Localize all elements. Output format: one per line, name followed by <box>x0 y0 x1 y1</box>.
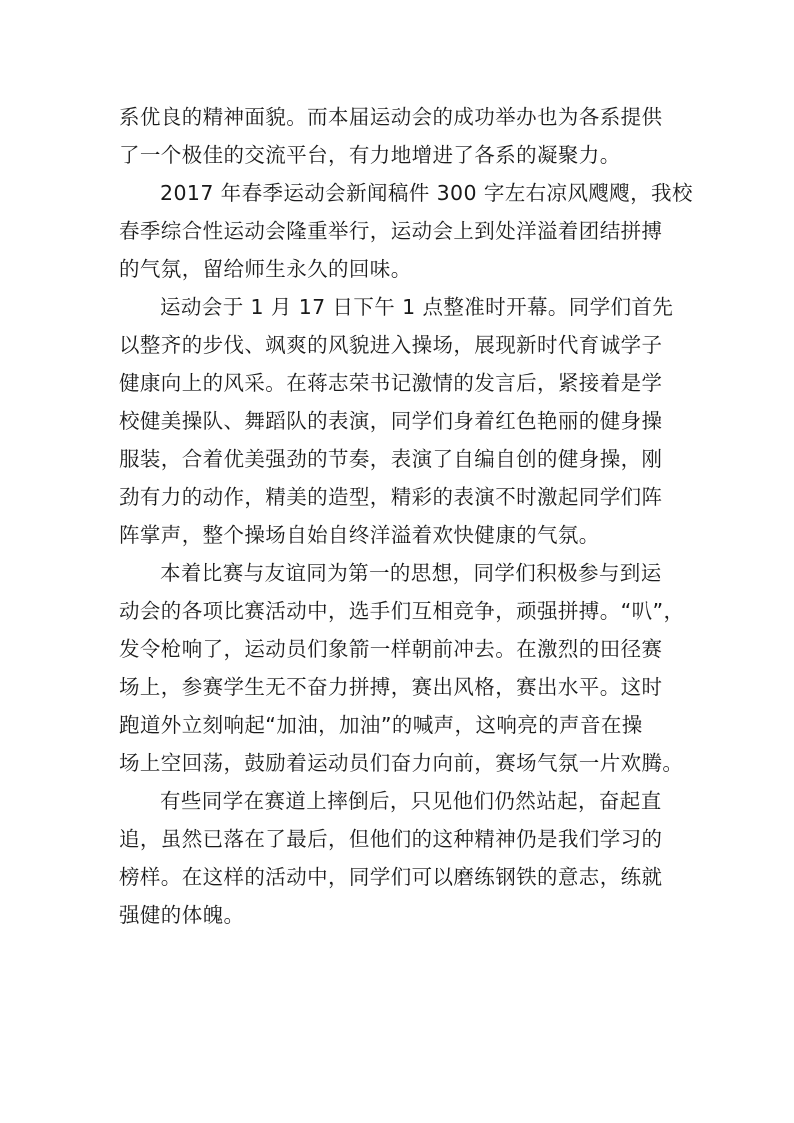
text-line: 校健美操队、舞蹈队的表演，同学们身着红色艳丽的健身操 <box>119 409 663 433</box>
text-line: 健康向上的风采。在蒋志荣书记激情的发言后，紧接着是学 <box>119 371 663 395</box>
text-line: 场上，参赛学生无不奋力拼搏，赛出风格，赛出水平。这时 <box>119 675 663 699</box>
text-line: 春季综合性运动会隆重举行，运动会上到处洋溢着团结拼搏 <box>119 219 663 243</box>
document-body <box>119 98 693 934</box>
paragraph-3 <box>119 288 679 554</box>
text-line: 运动会于 1 月 17 日下午 1 点整准时开幕。同学们首先 <box>160 295 674 319</box>
paragraph-2 <box>119 174 693 288</box>
text-line: 服装，合着优美强劲的节奏，表演了自编自创的健身操，刚 <box>119 447 663 471</box>
text-line: 有些同学在赛道上摔倒后，只见他们仍然站起，奋起直 <box>160 789 662 813</box>
text-line: 的气氛，留给师生永久的回味。 <box>119 257 412 281</box>
text-line: 以整齐的步伐、飒爽的风貌进入操场，展现新时代育诚学子 <box>119 333 663 357</box>
text-line: 阵掌声，整个操场自始自终洋溢着欢快健康的气氛。 <box>119 523 600 547</box>
text-line: 发令枪响了，运动员们象箭一样朝前冲去。在激烈的田径赛 <box>119 637 663 661</box>
text-line: 系优良的精神面貌。而本届运动会的成功举办也为各系提供 <box>119 105 663 129</box>
paragraph-1 <box>119 98 679 174</box>
text-line: 本着比赛与友谊同为第一的思想，同学们积极参与到运 <box>160 561 662 585</box>
text-line: 强健的体魄。 <box>119 903 245 927</box>
paragraph-4 <box>119 554 685 782</box>
text-line: 劲有力的动作，精美的造型，精彩的表演不时激起同学们阵 <box>119 485 663 509</box>
text-line: 场上空回荡，鼓励着运动员们奋力向前，赛场气氛一片欢腾。 <box>119 751 684 775</box>
text-line: 2017 年春季运动会新闻稿件 300 字左右凉风飕飕，我校 <box>160 181 693 205</box>
text-line: 跑道外立刻响起“加油，加油”的喊声，这响亮的声音在操 <box>119 713 643 737</box>
text-line: 榜样。在这样的活动中，同学们可以磨练钢铁的意志，练就 <box>119 865 663 889</box>
paragraph-5 <box>119 782 679 934</box>
text-line: 动会的各项比赛活动中，选手们互相竞争，顽强拼搏。“叭”， <box>119 599 685 623</box>
text-line: 追，虽然已落在了最后，但他们的这种精神仍是我们学习的 <box>119 827 663 851</box>
text-line: 了一个极佳的交流平台，有力地增进了各系的凝聚力。 <box>119 143 621 167</box>
